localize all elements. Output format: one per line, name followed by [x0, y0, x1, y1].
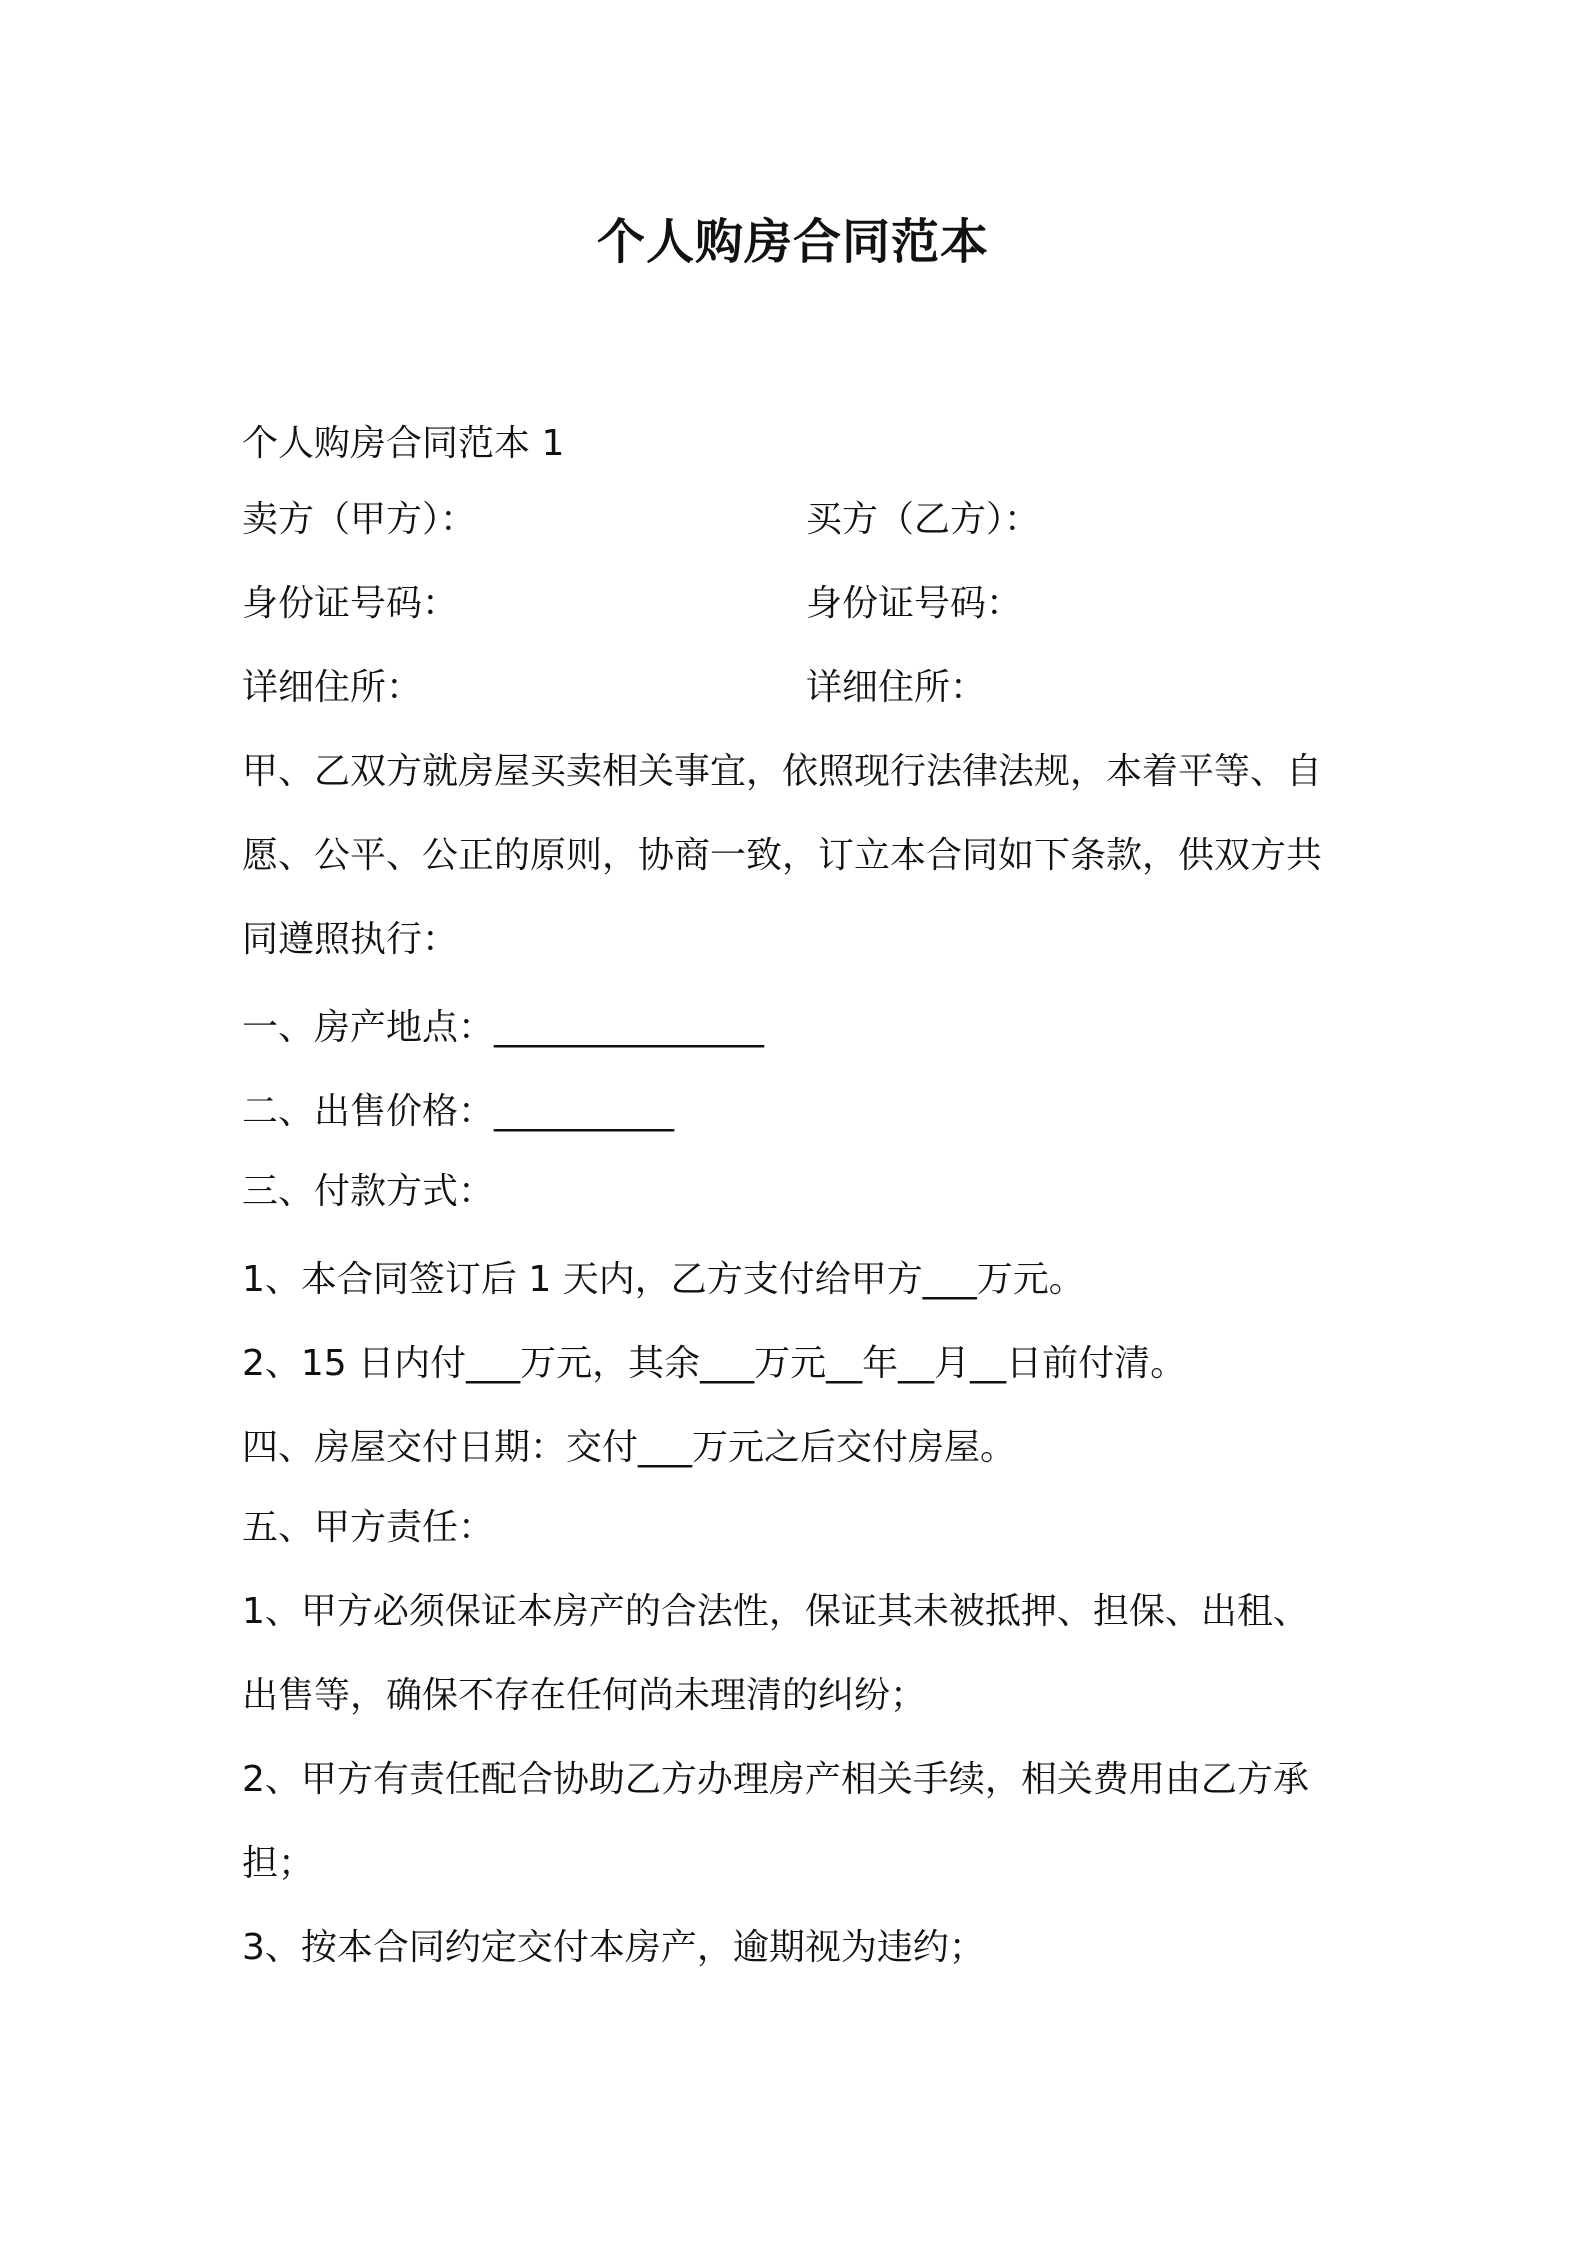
payment-item-1: 1、本合同签订后 1 天内，乙方支付给甲方___万元。	[242, 1259, 1085, 1300]
contract-subtitle: 个人购房合同范本 1	[242, 423, 565, 464]
duty-item-1-line: 出售等，确保不存在任何尚未理清的纠纷；	[242, 1675, 927, 1716]
intro-paragraph-line: 甲、乙双方就房屋买卖相关事宜，依照现行法律法规，本着平等、自	[242, 751, 1323, 792]
seller-id-label: 身份证号码：	[242, 583, 459, 624]
clause-property-location: 一、房产地点：_______________	[242, 1007, 765, 1048]
seller-label: 卖方（甲方）：	[242, 499, 477, 540]
buyer-address-label: 详细住所：	[806, 667, 987, 708]
document-title: 个人购房合同范本	[596, 214, 989, 270]
clause-sale-price: 二、出售价格：__________	[242, 1091, 675, 1132]
duty-item-2-line: 担；	[242, 1843, 315, 1884]
duty-item-1-line: 1、甲方必须保证本房产的合法性，保证其未被抵押、担保、出租、	[242, 1591, 1309, 1632]
seller-address-label: 详细住所：	[242, 667, 423, 708]
buyer-label: 买方（乙方）：	[806, 499, 1041, 540]
clause-payment-method: 三、付款方式：	[242, 1171, 495, 1212]
payment-item-2: 2、15 日内付___万元，其余___万元__年__月__日前付清。	[242, 1343, 1187, 1384]
duty-item-3: 3、按本合同约定交付本房产，逾期视为违约；	[242, 1927, 985, 1968]
clause-party-a-duties: 五、甲方责任：	[242, 1507, 495, 1548]
intro-paragraph-line: 同遵照执行：	[242, 919, 459, 960]
duty-item-2-line: 2、甲方有责任配合协助乙方办理房产相关手续，相关费用由乙方承	[242, 1759, 1309, 1800]
intro-paragraph-line: 愿、公平、公正的原则，协商一致，订立本合同如下条款，供双方共	[242, 835, 1323, 876]
clause-delivery-date: 四、房屋交付日期：交付___万元之后交付房屋。	[242, 1427, 1017, 1468]
buyer-id-label: 身份证号码：	[806, 583, 1023, 624]
